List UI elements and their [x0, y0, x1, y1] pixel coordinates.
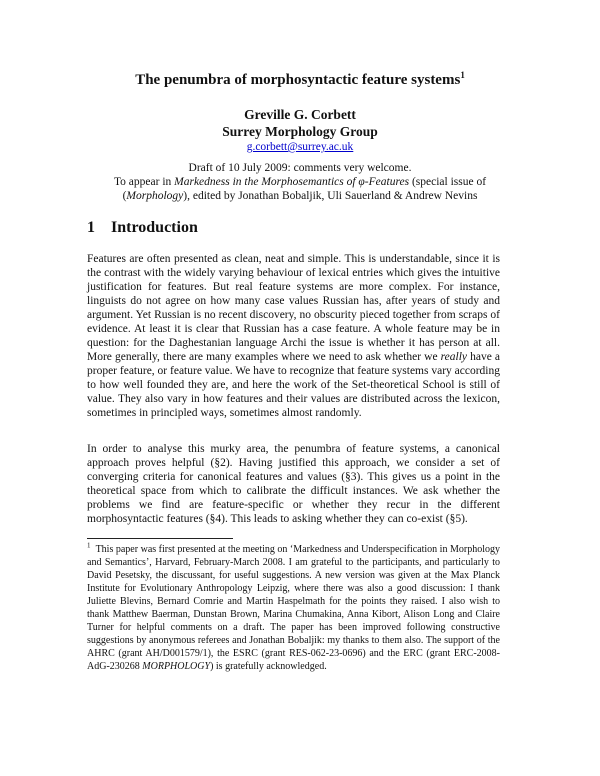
draft-editors-line: (Morphology), edited by Jonathan Bobaljik, Uli Sauerland & Andrew Nevins [122, 190, 478, 202]
title-footnote-marker[interactable]: 1 [460, 70, 465, 80]
footnote-1 [87, 543, 500, 673]
draft-venue-prefix: To appear in [113, 176, 175, 188]
section-heading [87, 218, 198, 238]
paragraph-1-part-b: have a proper feature, or feature value. We have to recognize that feature systems vary according to how well founded they are, and here the work of the Set-theoretical School is still of value. They also vary in how features and their values are distributed across the lexicon, sometimes in principled ways, sometimes almost randomly. [87, 351, 500, 419]
footnote-grant-name: MORPHOLOGY [142, 661, 211, 672]
draft-venue-line [60, 175, 540, 189]
draft-venue-suffix: (special issue of [409, 176, 487, 188]
draft-journal-name: Morphology [126, 190, 184, 202]
author-name: Greville G. Corbett [244, 107, 356, 122]
author-affiliation: Surrey Morphology Group [222, 123, 378, 139]
footnote-marker: 1 [87, 541, 91, 550]
paragraph-1-emphasis: really [440, 351, 468, 363]
author-email-link[interactable]: g.corbett@surrey.ac.uk [246, 141, 354, 153]
footnote-text-b: ) is gratefully acknowledged. [210, 661, 327, 672]
paragraph-2: In order to analyse this murky area, the penumbra of feature systems, a canonical approach proves helpful (§2). Having justified this approach, we consider a set of converging criteria for canonical features and values (§3). This gives us a point in the theoretical space from which to calibrate the difficult instances. We ask whether the problems we find are feature-specific or whether they recur in the different morphosyntactic features (§4). This leads to asking whether they can co-exist (§5). [87, 443, 500, 525]
section-number: 1 [87, 219, 95, 236]
title-text: The penumbra of morphosyntactic feature systems [135, 72, 461, 88]
paragraph-1-part-a: Features are often presented as clean, neat and simple. This is understandable, since it is the contrast with the widely varying behaviour of lexical entries which gives the intuitive justification for features. But real feature systems are more complex. For instance, linguists do not agree on how many case values Russian has, after years of study and argument. Yet Russian is no recent discovery, no obscurity pieced together from scraps of evidence. At least it is clear that Russian has a case feature. A whole feature may be in question: for the Daghestanian language Archi the issue is whether it has person at all. More generally, there are many examples where we need to ask whether we [87, 253, 500, 363]
footnote-text-a: This paper was first presented at the meeting on ‘Markedness and Underspecification in Morphology and Semantics’, Harvard, February-March 2008. I am grateful to the participants, and particularly to David Pesetsky, the discussant, for useful suggestions. A new version was given at the Max Planck Institute for Evolutionary Anthropology Leipzig, where there was also a good discussion: I thank Juliette Blevins, Bernard Comrie and Martin Haspelmath for the points they raised. I also wish to thank Matthew Baerman, Dunstan Brown, Marina Chumakina, Anna Kibort, Alison Long and Claire Turner for helpful comments on a draft. The paper has been improved following constructive suggestions by anonymous referees and Jonathan Bobaljik: my thanks to them also. The support of the AHRC (grant AH/D001579/1), the ESRC (grant RES-062-23-0696) and the ERC (grant ERC-2008-AdG-230268 [87, 544, 500, 672]
paper-title [60, 71, 540, 89]
footnote-divider [87, 538, 233, 539]
draft-venue-title: Markedness in the Morphosemantics of φ-Features [174, 176, 410, 188]
section-title: Introduction [111, 219, 198, 236]
draft-editors: ), edited by Jonathan Bobaljik, Uli Sauerland & Andrew Nevins [183, 190, 478, 202]
draft-date-line: Draft of 10 July 2009: comments very welcome. [188, 162, 412, 174]
paragraph-1 [87, 252, 500, 420]
author-block [60, 107, 540, 154]
draft-note [60, 161, 540, 203]
